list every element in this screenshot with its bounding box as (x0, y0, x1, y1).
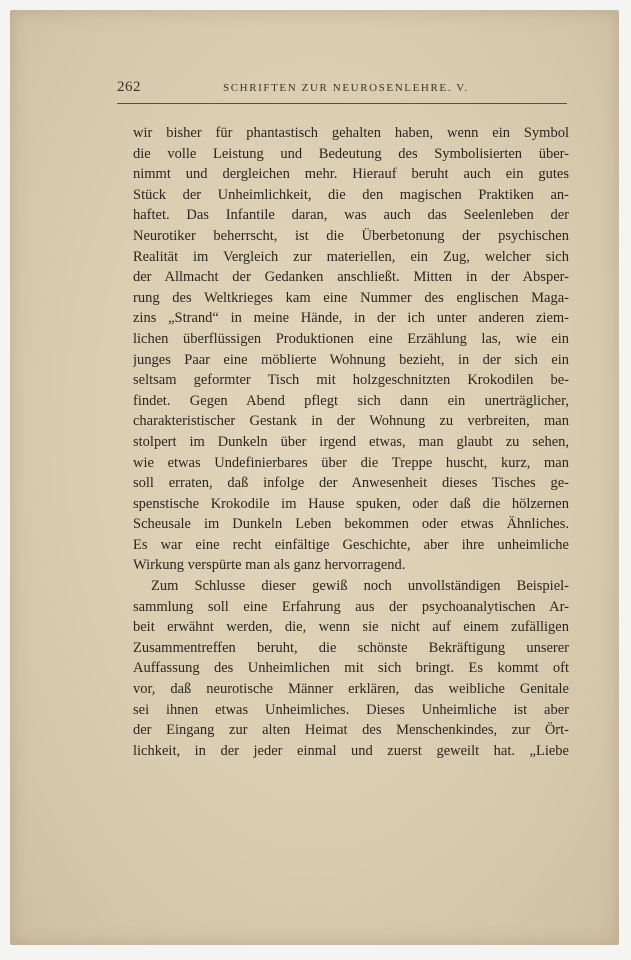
text-line: haftet. Das Infantile daran, was auch das Seelenleben der (133, 207, 569, 224)
text-line: der Allmacht der Gedanken anschließt. Mitten in der Absper- (133, 269, 569, 286)
text-line: wir bisher für phantastisch gehalten haben, wenn ein Symbol (133, 125, 569, 141)
paragraph-1 (133, 123, 569, 576)
text-line: wie etwas Undefinierbares über die Treppe huscht, kurz, man (133, 454, 569, 471)
text-line: Stück der Unheimlichkeit, die den magischen Praktiken an- (133, 186, 569, 203)
text-line: zins „Strand“ in meine Hände, in der ich unter anderen ziem- (133, 310, 569, 327)
text-line: spenstische Krokodile im Hause spuken, oder daß die hölzernen (133, 495, 569, 512)
text-line: Zusammentreffen beruht, die schönste Bekräftigung unserer (133, 639, 569, 656)
text-line: sammlung soll eine Erfahrung aus der psychoanalytischen Ar- (133, 598, 569, 615)
text-line: Auffassung des Unheimlichen mit sich bringt. Es kommt oft (133, 660, 569, 677)
running-head: SCHRIFTEN ZUR NEUROSENLEHRE. V. (223, 82, 469, 94)
text-line: charakteristischer Gestank in der Wohnung zu verbreiten, man (133, 413, 569, 430)
text-line: rung des Weltkrieges kam eine Nummer des englischen Maga- (133, 289, 569, 306)
text-line: vor, daß neurotische Männer erklären, das weibliche Genitale (133, 681, 569, 698)
text-line: findet. Gegen Abend pflegt sich dann ein unerträglicher, (133, 392, 569, 409)
text-line: Es war eine recht einfältige Geschichte, aber ihre unheimliche (133, 536, 569, 553)
text-line: die volle Leistung und Bedeutung des Symbolisierten über- (133, 145, 569, 162)
text-line: junges Paar eine möblierte Wohnung bezieht, in der sich ein (133, 351, 569, 368)
text-line: der Eingang zur alten Heimat des Menschenkindes, zur Ört- (133, 722, 569, 739)
text-line: stolpert im Dunkeln über irgend etwas, man glaubt zu sehen, (133, 433, 569, 450)
text-line: Wirkung verspürte man als ganz hervorragend. (133, 557, 406, 574)
text-line: Scheusale im Dunkeln Leben bekommen oder etwas Ähnliches. (133, 516, 569, 533)
text-line: Zum Schlusse dieser gewiß noch unvollständigen Beispiel- (151, 578, 569, 595)
page-number: 262 (117, 79, 141, 95)
body-text (133, 123, 569, 761)
text-line: nimmt und dergleichen mehr. Hierauf beruht auch ein gutes (133, 166, 569, 183)
text-line: lichen überflüssigen Produktionen eine Erzählung las, wie ein (133, 330, 569, 347)
paragraph-2 (133, 576, 569, 761)
text-line: soll erraten, daß infolge der Anwesenheit dieses Tisches ge- (133, 475, 569, 492)
text-line: lichkeit, in der jeder einmal und zuerst geweilt hat. „Liebe (133, 742, 569, 759)
text-line: Neurotiker beherrscht, ist die Überbetonung der psychischen (133, 227, 569, 244)
text-line: sei ihnen etwas Unheimliches. Dieses Unheimliche ist aber (133, 701, 569, 718)
text-line: seltsam geformter Tisch mit holzgeschnitzten Krokodilen be- (133, 372, 569, 389)
text-line: beit erwähnt werden, die, wenn sie nicht auf einem zufälligen (133, 619, 569, 636)
page-header (117, 79, 567, 104)
text-line: Realität im Vergleich zur materiellen, ein Zug, welcher sich (133, 248, 569, 265)
